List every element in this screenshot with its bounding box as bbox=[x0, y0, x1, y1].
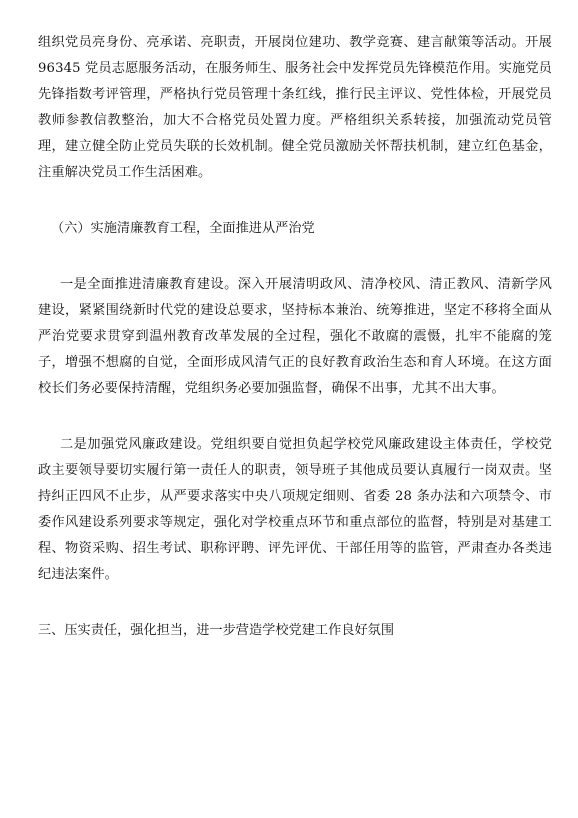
spacer bbox=[38, 588, 552, 618]
paragraph-point-one: 一是全面推进清廉教育建设。深入开展清明政风、清净校风、清正教风、清新学风建设，紧紧围绕新时代党的建设总要求，坚持标本兼治、统筹推进，坚定不移将全面从严治党要求贯穿到温州教育改革发展的全过程，强化不敢腐的震慑，扎牢不能腐的笼子，增强不想腐的自觉，全面形成风清气正的良好教育政治生态和育人环境。在这方面校长们务必要保持清醒，党组织务必要加强监督，确保不出事，尤其不出大事。 bbox=[38, 277, 552, 396]
paragraph-point-two: 二是加强党风廉政建设。党组织要自觉担负起学校党风廉政建设主体责任，学校党政主要领导要切实履行第一责任人的职责，领导班子其他成员要认真履行一岗双责。坚持纠正四风不止步，从严要求落实中央八项规定细则、省委 28 条办法和六项禁令、市委作风建设系列要求等规定，强化对学校重点环节和重点部位的监督，特别是对基建工程、物资采购、招生考试、职称评聘、评先评优、干部任用等的监管，严肃查办各类违纪违法案件。 bbox=[38, 437, 552, 582]
spacer bbox=[38, 242, 552, 272]
intro-paragraph: 组织党员亮身份、亮承诺、亮职责，开展岗位建功、教学竞赛、建言献策等活动。开展 96345 党员志愿服务活动，在服务师生、服务社会中发挥党员先锋模范作用。实施党员先锋指数考评管理，严格执行党员管理十条红线，推行民主评议、党性体检，开展党员教师参教信教整治，加大不合格党员处置力度。严格组织关系转接，加强流动党员管理，建立健全防止党员失联的长效机制。健全党员激励关怀帮扶机制，建立红色基金，注重解决党员工作生活困难。 bbox=[38, 35, 552, 180]
spacer bbox=[38, 402, 552, 432]
section-heading-three: 三、压实责任，强化担当，进一步营造学校党建工作良好氛围 bbox=[38, 623, 395, 638]
section-heading-six: （六）实施清廉教育工程，全面推进从严治党 bbox=[51, 221, 315, 236]
spacer bbox=[38, 186, 552, 216]
document-page bbox=[38, 30, 552, 644]
